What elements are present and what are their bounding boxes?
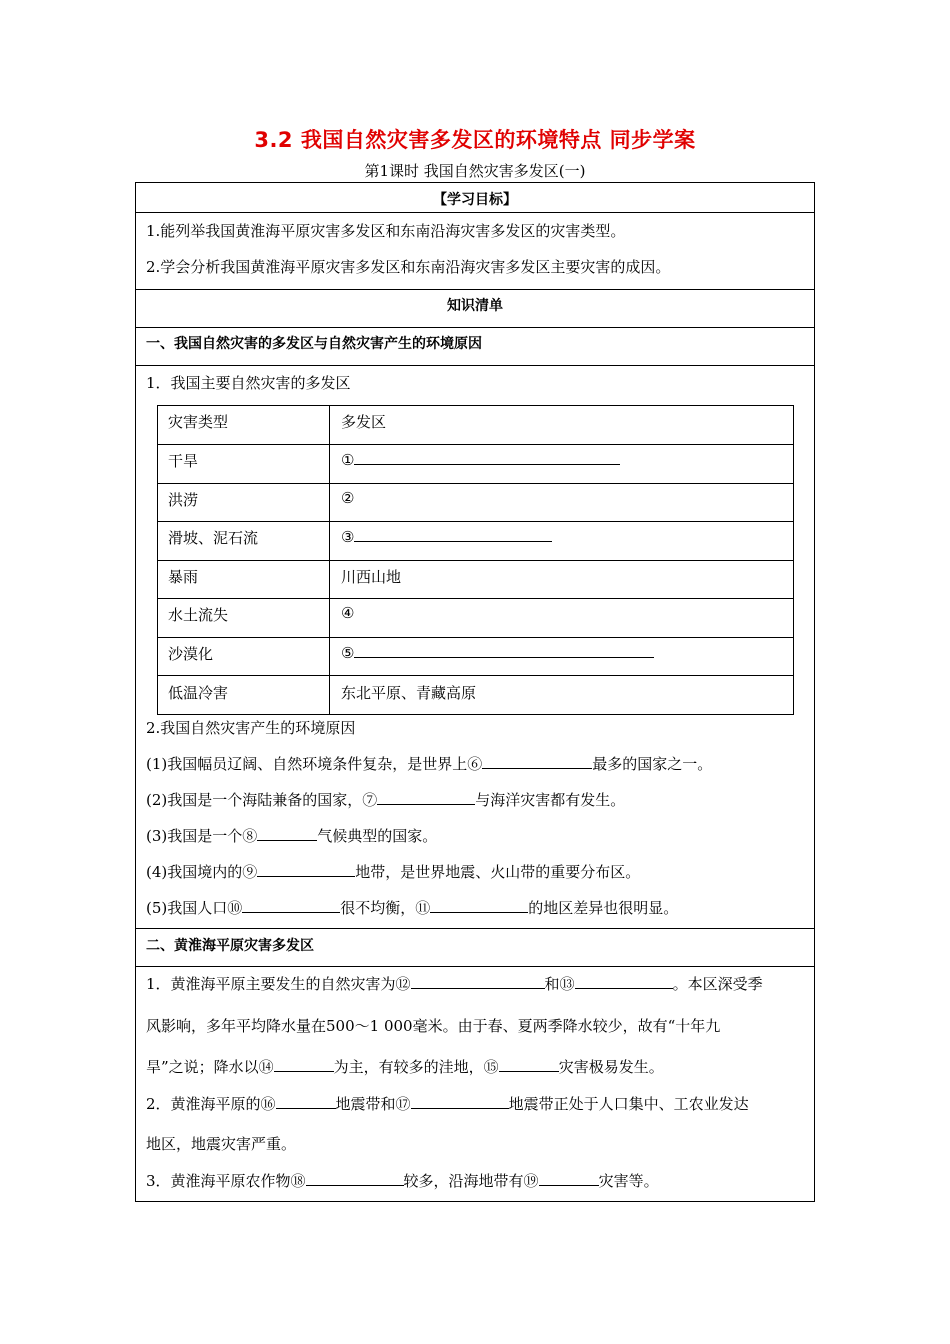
page-title: 3.2 我国自然灾害多发区的环境特点 同步学案: [254, 128, 696, 152]
answer-blank[interactable]: [411, 974, 545, 989]
worksheet-table: [135, 182, 815, 1202]
paragraph-line: 1．黄淮海平原主要发生的自然灾害为⑫ 和⑬ 。本区深受季: [146, 975, 763, 993]
reason-line: (4)我国境内的⑨ 地带，是世界地震、火山带的重要分布区。: [146, 863, 641, 881]
cell-type: 暴雨: [168, 568, 199, 586]
cell-type: 滑坡、泥石流: [168, 529, 259, 547]
cell-area: 东北平原、青藏高原: [341, 684, 477, 702]
table-row: [158, 560, 793, 598]
answer-blank[interactable]: [354, 527, 552, 542]
cell-type: 低温冷害: [168, 684, 229, 702]
objectives-heading: 【学习目标】: [433, 192, 517, 208]
answer-blank[interactable]: [354, 643, 654, 658]
cell-type: 水土流失: [168, 606, 229, 624]
paragraph-line: 2．黄淮海平原的⑯ 地震带和⑰ 地震带正处于人口集中、工农业发达: [146, 1095, 749, 1113]
page-subtitle: 第1课时 我国自然灾害多发区(一): [364, 162, 586, 180]
answer-blank[interactable]: [539, 1171, 599, 1186]
answer-blank[interactable]: [274, 1057, 334, 1072]
cell-area: ③: [341, 527, 552, 546]
section1-sub1: 1．我国主要自然灾害的多发区: [146, 374, 351, 392]
answer-blank[interactable]: [430, 898, 528, 913]
disaster-table: [157, 405, 794, 715]
paragraph-line: 风影响，多年平均降水量在500～1 000毫米。由于春、夏两季降水较少，故有“十年九: [146, 1017, 721, 1035]
paragraph-line: 地区，地震灾害严重。: [146, 1135, 297, 1153]
reason-line: (3)我国是一个⑧ 气候典型的国家。: [146, 827, 438, 845]
cell-area: ④: [341, 604, 355, 622]
table-row: [158, 675, 793, 715]
table-header-row: [158, 406, 793, 444]
answer-blank[interactable]: [482, 754, 592, 769]
answer-blank[interactable]: [499, 1057, 559, 1072]
cell-area: ⑤: [341, 643, 654, 662]
answer-blank[interactable]: [411, 1094, 509, 1109]
answer-blank[interactable]: [257, 826, 317, 841]
section1-heading: 一、我国自然灾害的多发区与自然灾害产生的环境原因: [146, 336, 482, 352]
answer-blank[interactable]: [306, 1171, 404, 1186]
answer-blank[interactable]: [242, 898, 340, 913]
cell-type: 洪涝: [168, 491, 199, 509]
reason-line: (2)我国是一个海陆兼备的国家，⑦ 与海洋灾害都有发生。: [146, 791, 626, 809]
objective-item: 2.学会分析我国黄淮海平原灾害多发区和东南沿海灾害多发区主要灾害的成因。: [146, 258, 671, 276]
table-row: [158, 444, 793, 482]
paragraph-line: 3．黄淮海平原农作物⑱ 较多，沿海地带有⑲ 灾害等。: [146, 1172, 659, 1190]
cell-area: 川西山地: [341, 568, 402, 586]
section2-heading: 二、黄淮海平原灾害多发区: [146, 938, 314, 954]
paragraph-line: 旱”之说；降水以⑭ 为主，有较多的洼地，⑮ 灾害极易发生。: [146, 1058, 664, 1076]
reason-line: (5)我国人口⑩ 很不均衡，⑪ 的地区差异也很明显。: [146, 899, 679, 917]
reason-line: (1)我国幅员辽阔、自然环境条件复杂，是世界上⑥ 最多的国家之一。: [146, 755, 713, 773]
answer-blank[interactable]: [257, 862, 355, 877]
cell-type: 干旱: [168, 452, 199, 470]
table-row: [158, 637, 793, 675]
table-row: [158, 598, 793, 636]
answer-blank[interactable]: [575, 974, 673, 989]
answer-blank[interactable]: [377, 790, 475, 805]
table-row: [158, 521, 793, 559]
answer-blank[interactable]: [276, 1094, 336, 1109]
cell-type: 沙漠化: [168, 645, 214, 663]
section1-sub2: 2.我国自然灾害产生的环境原因: [146, 719, 356, 737]
table-row: [158, 483, 793, 521]
answer-blank[interactable]: [354, 450, 620, 465]
knowledge-heading: 知识清单: [447, 298, 503, 314]
header-disaster-type: 灾害类型: [168, 413, 229, 431]
cell-area: ②: [341, 489, 355, 507]
objective-item: 1.能列举我国黄淮海平原灾害多发区和东南沿海灾害多发区的灾害类型。: [146, 222, 626, 240]
cell-area: ①: [341, 450, 620, 469]
header-region: 多发区: [341, 413, 387, 431]
